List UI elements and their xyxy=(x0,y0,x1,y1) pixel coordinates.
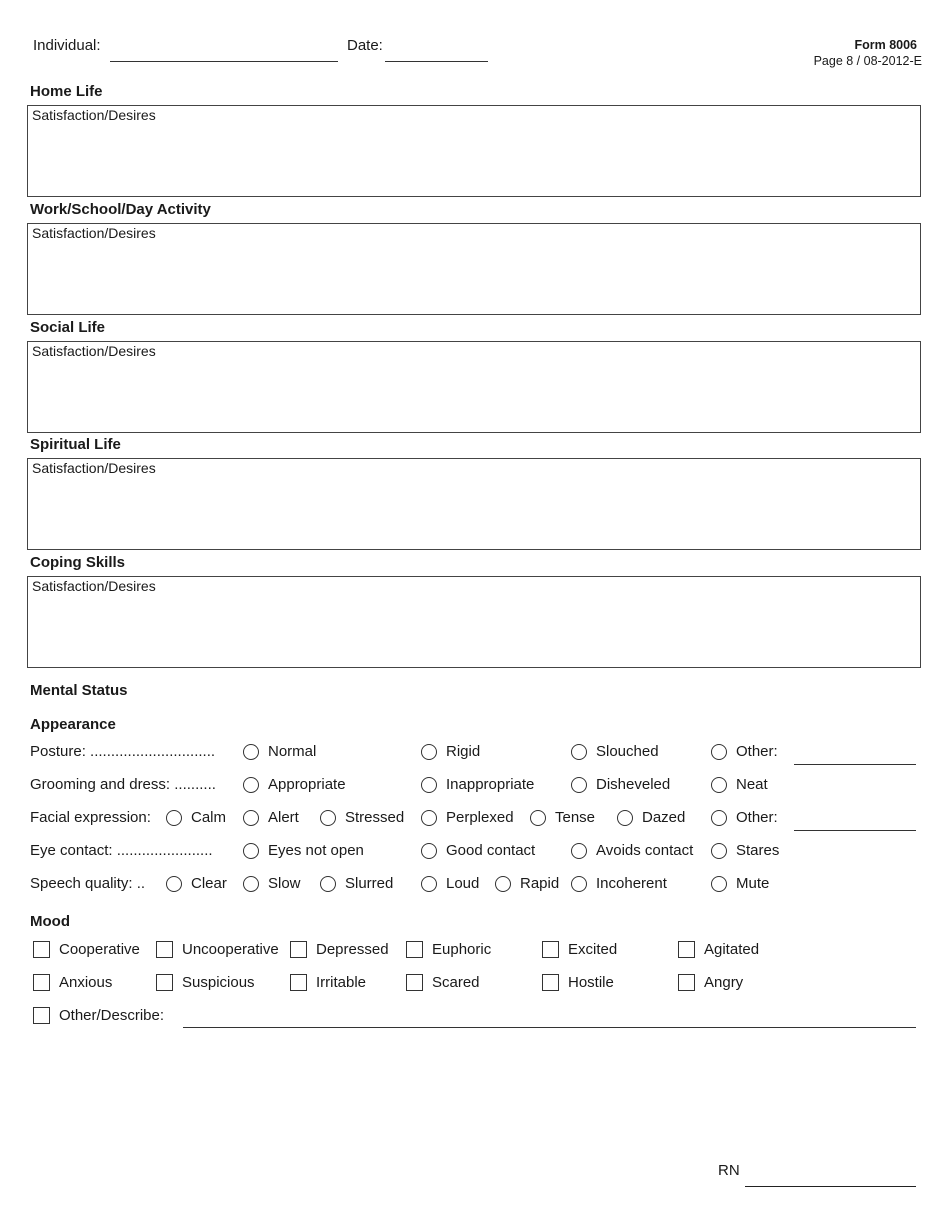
radio-icon xyxy=(320,810,336,826)
option-label: Excited xyxy=(568,941,618,958)
radio-icon xyxy=(166,810,182,826)
speech-quality-label: Speech quality: .. xyxy=(30,875,146,892)
posture-slouched-option[interactable] xyxy=(571,743,659,760)
individual-label: Individual: xyxy=(33,37,101,54)
radio-icon xyxy=(711,810,727,826)
checkbox-icon xyxy=(406,941,423,958)
speech-mute-option[interactable] xyxy=(711,875,769,892)
option-label: Neat xyxy=(736,776,768,793)
posture-other-field[interactable] xyxy=(794,764,916,765)
checkbox-icon xyxy=(156,974,173,991)
option-label: Dazed xyxy=(642,809,686,826)
radio-icon xyxy=(571,777,587,793)
option-label: Scared xyxy=(432,974,480,991)
option-label: Good contact xyxy=(446,842,536,859)
option-label: Disheveled xyxy=(596,776,671,793)
appearance-title: Appearance xyxy=(30,716,116,733)
radio-icon xyxy=(421,777,437,793)
spiritual-life-textbox[interactable] xyxy=(27,458,921,550)
option-label: Rapid xyxy=(520,875,560,892)
option-label: Suspicious xyxy=(182,974,255,991)
speech-slurred-option[interactable] xyxy=(320,875,393,892)
radio-icon xyxy=(243,810,259,826)
radio-icon xyxy=(243,843,259,859)
option-label: Hostile xyxy=(568,974,614,991)
radio-icon xyxy=(243,777,259,793)
checkbox-icon xyxy=(406,974,423,991)
home-life-box-label: Satisfaction/Desires xyxy=(32,107,156,123)
checkbox-icon xyxy=(290,974,307,991)
option-label: Stares xyxy=(736,842,780,859)
option-label: Avoids contact xyxy=(596,842,694,859)
option-label: Clear xyxy=(191,875,227,892)
facial-stressed-option[interactable] xyxy=(320,809,404,826)
radio-icon xyxy=(166,876,182,892)
mood-title: Mood xyxy=(30,913,70,930)
radio-icon xyxy=(320,876,336,892)
option-label: Alert xyxy=(268,809,299,826)
mood-suspicious-checkbox[interactable] xyxy=(156,974,255,991)
option-label: Mute xyxy=(736,875,770,892)
facial-label: Facial expression: xyxy=(30,809,151,826)
mood-excited-checkbox[interactable] xyxy=(542,941,617,958)
posture-label: Posture: .............................. xyxy=(30,743,216,760)
work-school-textbox[interactable] xyxy=(27,223,921,315)
mood-irritable-checkbox[interactable] xyxy=(290,974,366,991)
radio-icon xyxy=(711,843,727,859)
facial-calm-option[interactable] xyxy=(166,809,226,826)
radio-icon xyxy=(243,876,259,892)
facial-other-option[interactable] xyxy=(711,809,778,826)
mood-cooperative-checkbox[interactable] xyxy=(33,941,140,958)
option-label: Calm xyxy=(191,809,227,826)
option-label: Anxious xyxy=(59,974,113,991)
form-number: Form 8006 xyxy=(854,38,917,52)
radio-icon xyxy=(571,843,587,859)
checkbox-icon xyxy=(290,941,307,958)
facial-perplexed-option[interactable] xyxy=(421,809,514,826)
social-life-box-label: Satisfaction/Desires xyxy=(32,343,156,359)
option-label: Slow xyxy=(268,875,301,892)
grooming-disheveled-option[interactable] xyxy=(571,776,670,793)
facial-tense-option[interactable] xyxy=(530,809,595,826)
speech-clear-option[interactable] xyxy=(166,875,227,892)
checkbox-icon xyxy=(542,974,559,991)
coping-skills-box-label: Satisfaction/Desires xyxy=(32,578,156,594)
checkbox-icon xyxy=(33,941,50,958)
posture-normal-option[interactable] xyxy=(243,743,316,760)
option-label: Slurred xyxy=(345,875,394,892)
speech-rapid-option[interactable] xyxy=(495,875,559,892)
option-label: Rigid xyxy=(446,743,481,760)
checkbox-icon xyxy=(33,974,50,991)
home-life-textbox[interactable] xyxy=(27,105,921,197)
speech-incoherent-option[interactable] xyxy=(571,875,667,892)
radio-icon xyxy=(530,810,546,826)
date-label: Date: xyxy=(347,37,383,54)
grooming-neat-option[interactable] xyxy=(711,776,768,793)
mood-uncooperative-checkbox[interactable] xyxy=(156,941,279,958)
radio-icon xyxy=(495,876,511,892)
checkbox-icon xyxy=(678,974,695,991)
radio-icon xyxy=(617,810,633,826)
radio-icon xyxy=(421,876,437,892)
option-label: Other/Describe: xyxy=(59,1007,165,1024)
eye-stares-option[interactable] xyxy=(711,842,779,859)
mood-other-checkbox[interactable] xyxy=(33,1007,164,1024)
section-title-social-life: Social Life xyxy=(30,319,106,336)
option-label: Uncooperative xyxy=(182,941,279,958)
page-info: Page 8 / 08-2012-E xyxy=(813,54,922,68)
eye-avoids-contact-option[interactable] xyxy=(571,842,693,859)
option-label: Incoherent xyxy=(596,875,667,892)
facial-dazed-option[interactable] xyxy=(617,809,685,826)
posture-rigid-option[interactable] xyxy=(421,743,480,760)
grooming-label: Grooming and dress: .......... xyxy=(30,776,216,793)
radio-icon xyxy=(421,810,437,826)
option-label: Irritable xyxy=(316,974,367,991)
option-label: Agitated xyxy=(704,941,760,958)
option-label: Tense xyxy=(555,809,596,826)
option-label: Depressed xyxy=(316,941,389,958)
option-label: Cooperative xyxy=(59,941,140,958)
mood-angry-checkbox[interactable] xyxy=(678,974,743,991)
radio-icon xyxy=(243,744,259,760)
option-label: Euphoric xyxy=(432,941,492,958)
checkbox-icon xyxy=(678,941,695,958)
eye-good-contact-option[interactable] xyxy=(421,842,535,859)
checkbox-icon xyxy=(156,941,173,958)
option-label: Appropriate xyxy=(268,776,346,793)
mood-hostile-checkbox[interactable] xyxy=(542,974,614,991)
section-title-coping-skills: Coping Skills xyxy=(30,554,126,571)
facial-alert-option[interactable] xyxy=(243,809,299,826)
mood-depressed-checkbox[interactable] xyxy=(290,941,389,958)
radio-icon xyxy=(421,843,437,859)
option-label: Other: xyxy=(736,743,778,760)
option-label: Eyes not open xyxy=(268,842,364,859)
spiritual-life-box-label: Satisfaction/Desires xyxy=(32,460,156,476)
eye-not-open-option[interactable] xyxy=(243,842,364,859)
option-label: Perplexed xyxy=(446,809,514,826)
individual-field[interactable] xyxy=(110,61,338,62)
social-life-textbox[interactable] xyxy=(27,341,921,433)
mood-euphoric-checkbox[interactable] xyxy=(406,941,491,958)
mood-anxious-checkbox[interactable] xyxy=(33,974,112,991)
speech-slow-option[interactable] xyxy=(243,875,301,892)
option-label: Loud xyxy=(446,875,480,892)
eye-contact-label: Eye contact: ....................... xyxy=(30,842,213,859)
rn-signature-field[interactable] xyxy=(745,1186,916,1187)
work-school-box-label: Satisfaction/Desires xyxy=(32,225,156,241)
option-label: Slouched xyxy=(596,743,659,760)
mental-status-title: Mental Status xyxy=(30,682,128,699)
option-label: Stressed xyxy=(345,809,405,826)
radio-icon xyxy=(711,744,727,760)
option-label: Other: xyxy=(736,809,778,826)
radio-icon xyxy=(711,876,727,892)
speech-loud-option[interactable] xyxy=(421,875,479,892)
grooming-inappropriate-option[interactable] xyxy=(421,776,534,793)
section-title-spiritual-life: Spiritual Life xyxy=(30,436,121,453)
option-label: Normal xyxy=(268,743,317,760)
mood-agitated-checkbox[interactable] xyxy=(678,941,759,958)
mood-other-describe-field[interactable] xyxy=(183,1027,916,1028)
mood-scared-checkbox[interactable] xyxy=(406,974,480,991)
grooming-appropriate-option[interactable] xyxy=(243,776,346,793)
checkbox-icon xyxy=(542,941,559,958)
radio-icon xyxy=(571,744,587,760)
radio-icon xyxy=(571,876,587,892)
coping-skills-textbox[interactable] xyxy=(27,576,921,668)
rn-label: RN xyxy=(718,1162,740,1179)
date-field[interactable] xyxy=(385,61,488,62)
facial-other-field[interactable] xyxy=(794,830,916,831)
option-label: Angry xyxy=(704,974,744,991)
radio-icon xyxy=(711,777,727,793)
posture-other-option[interactable] xyxy=(711,743,778,760)
section-title-home-life: Home Life xyxy=(30,83,103,100)
checkbox-icon xyxy=(33,1007,50,1024)
section-title-work-school: Work/School/Day Activity xyxy=(30,201,211,218)
option-label: Inappropriate xyxy=(446,776,535,793)
radio-icon xyxy=(421,744,437,760)
